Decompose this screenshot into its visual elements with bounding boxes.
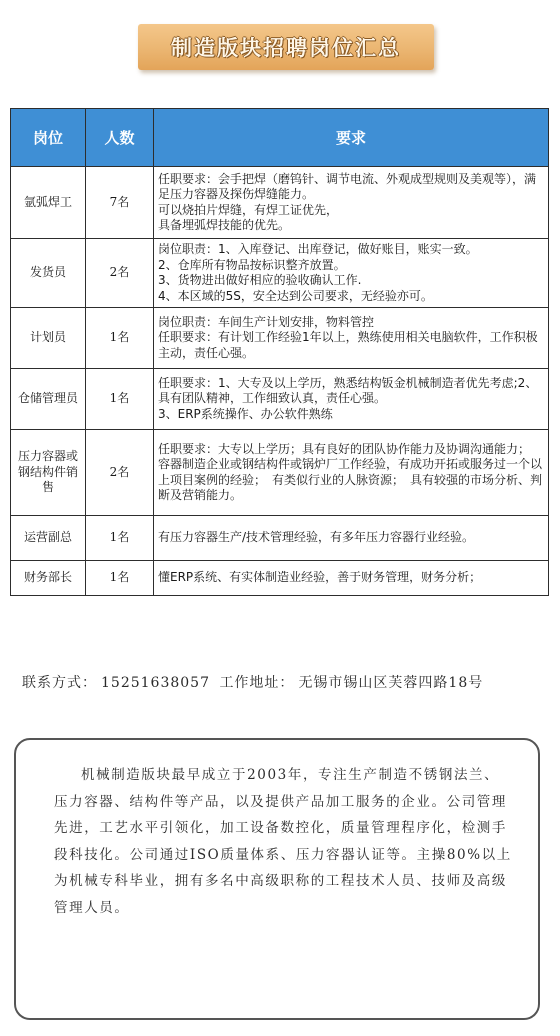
position-title: 财务部长 bbox=[11, 561, 86, 596]
requirement-line: 岗位职责：车间生产计划安排，物料管控 bbox=[158, 314, 375, 329]
headcount: 2名 bbox=[86, 239, 154, 308]
requirement-line: 具备埋弧焊技能的优先。 bbox=[158, 218, 291, 232]
job-table bbox=[10, 108, 549, 596]
headcount: 1名 bbox=[86, 308, 154, 369]
requirement-line: 任职要求：会手把焊（磨钨针、调节电流、外观成型规则及美观等），满足压力容器及探伤焊缝能力。 bbox=[158, 171, 537, 201]
table-row bbox=[11, 369, 549, 430]
phone-label: 联系方式： bbox=[22, 675, 97, 691]
headcount: 1名 bbox=[86, 561, 154, 596]
table-row bbox=[11, 430, 549, 516]
requirement-line: 4、本区域的5S，安全达到公司要求，无经验亦可。 bbox=[158, 288, 433, 303]
position-title: 氩弧焊工 bbox=[11, 167, 86, 239]
requirements-cell bbox=[154, 167, 549, 239]
headcount: 1名 bbox=[86, 516, 154, 561]
headcount: 1名 bbox=[86, 369, 154, 430]
requirement-line: 可以烧拍片焊缝，有焊工证优先， bbox=[158, 202, 339, 217]
requirement-line: 有压力容器生产/技术管理经验，有多年压力容器行业经验。 bbox=[158, 530, 475, 545]
headcount: 2名 bbox=[86, 430, 154, 516]
requirements-cell bbox=[154, 516, 549, 561]
phone-number: 15251638057 bbox=[101, 675, 210, 691]
requirement-line: 3、ERP系统操作、办公软件熟练 bbox=[158, 406, 333, 421]
table-row bbox=[11, 561, 549, 596]
title-banner bbox=[138, 24, 434, 70]
position-title: 运营副总 bbox=[11, 516, 86, 561]
header-position: 岗位 bbox=[11, 109, 86, 167]
header-count: 人数 bbox=[86, 109, 154, 167]
requirements-cell bbox=[154, 308, 549, 369]
table-row bbox=[11, 516, 549, 561]
requirement-line: 3、货物进出做好相应的验收确认工作. bbox=[158, 273, 362, 287]
address: 无锡市锡山区芙蓉四路18号 bbox=[298, 675, 484, 691]
position-title: 发货员 bbox=[11, 239, 86, 308]
position-title: 计划员 bbox=[11, 308, 86, 369]
requirement-line: 2、仓库所有物品按标识整齐放置。 bbox=[158, 257, 346, 272]
header-requirements: 要求 bbox=[154, 109, 549, 167]
page-title: 制造版块招聘岗位汇总 bbox=[171, 35, 401, 60]
headcount: 7名 bbox=[86, 167, 154, 239]
position-title: 仓储管理员 bbox=[11, 369, 86, 430]
requirement-line: 懂ERP系统、有实体制造业经验，善于财务管理，财务分析； bbox=[158, 570, 482, 585]
table-row bbox=[11, 239, 549, 308]
address-label: 工作地址： bbox=[219, 675, 295, 691]
table-header-row bbox=[11, 109, 549, 167]
requirement-line: 任职要求：有计划工作经验1年以上，熟练使用相关电脑软件，工作积极主动，责任心强。 bbox=[158, 330, 538, 360]
requirements-cell bbox=[154, 430, 549, 516]
contact-info bbox=[22, 672, 542, 692]
requirement-line: 岗位职责：1、入库登记、出库登记，做好账目，账实一致。 bbox=[158, 242, 478, 256]
table-row bbox=[11, 308, 549, 369]
requirement-line: 任职要求：1、大专及以上学历，熟悉结构钣金机械制造者优先考虑;2、具有团队精神，工作细致认真，责任心强。 bbox=[158, 375, 538, 406]
requirements-cell bbox=[154, 369, 549, 430]
requirement-line: 任职要求：大专以上学历；具有良好的团队协作能力及协调沟通能力； 容器制造企业或钢结构件或锅炉厂工作经验，有成功开拓或服务过一个以上项目案例的经验； 有类似行业的人脉资源； 具有较强的市场分析、判断及营销能力。 bbox=[158, 441, 543, 502]
requirements-cell bbox=[154, 239, 549, 308]
position-title: 压力容器或钢结构件销售 bbox=[11, 430, 86, 516]
company-intro-box bbox=[14, 738, 540, 1020]
table-row bbox=[11, 167, 549, 239]
requirements-cell bbox=[154, 561, 549, 596]
company-intro-text: 机械制造版块最早成立于2003年，专注生产制造不锈钢法兰、压力容器、结构件等产品，以及提供产品加工服务的企业。公司管理先进，工艺水平引领化，加工设备数控化，质量管理程序化，检测手段科技化。公司通过ISO质量体系、压力容器认证等。主操80%以上为机械专科毕业，拥有多名中高级职称的工程技术人员、技师及高级管理人员。 bbox=[54, 767, 512, 916]
